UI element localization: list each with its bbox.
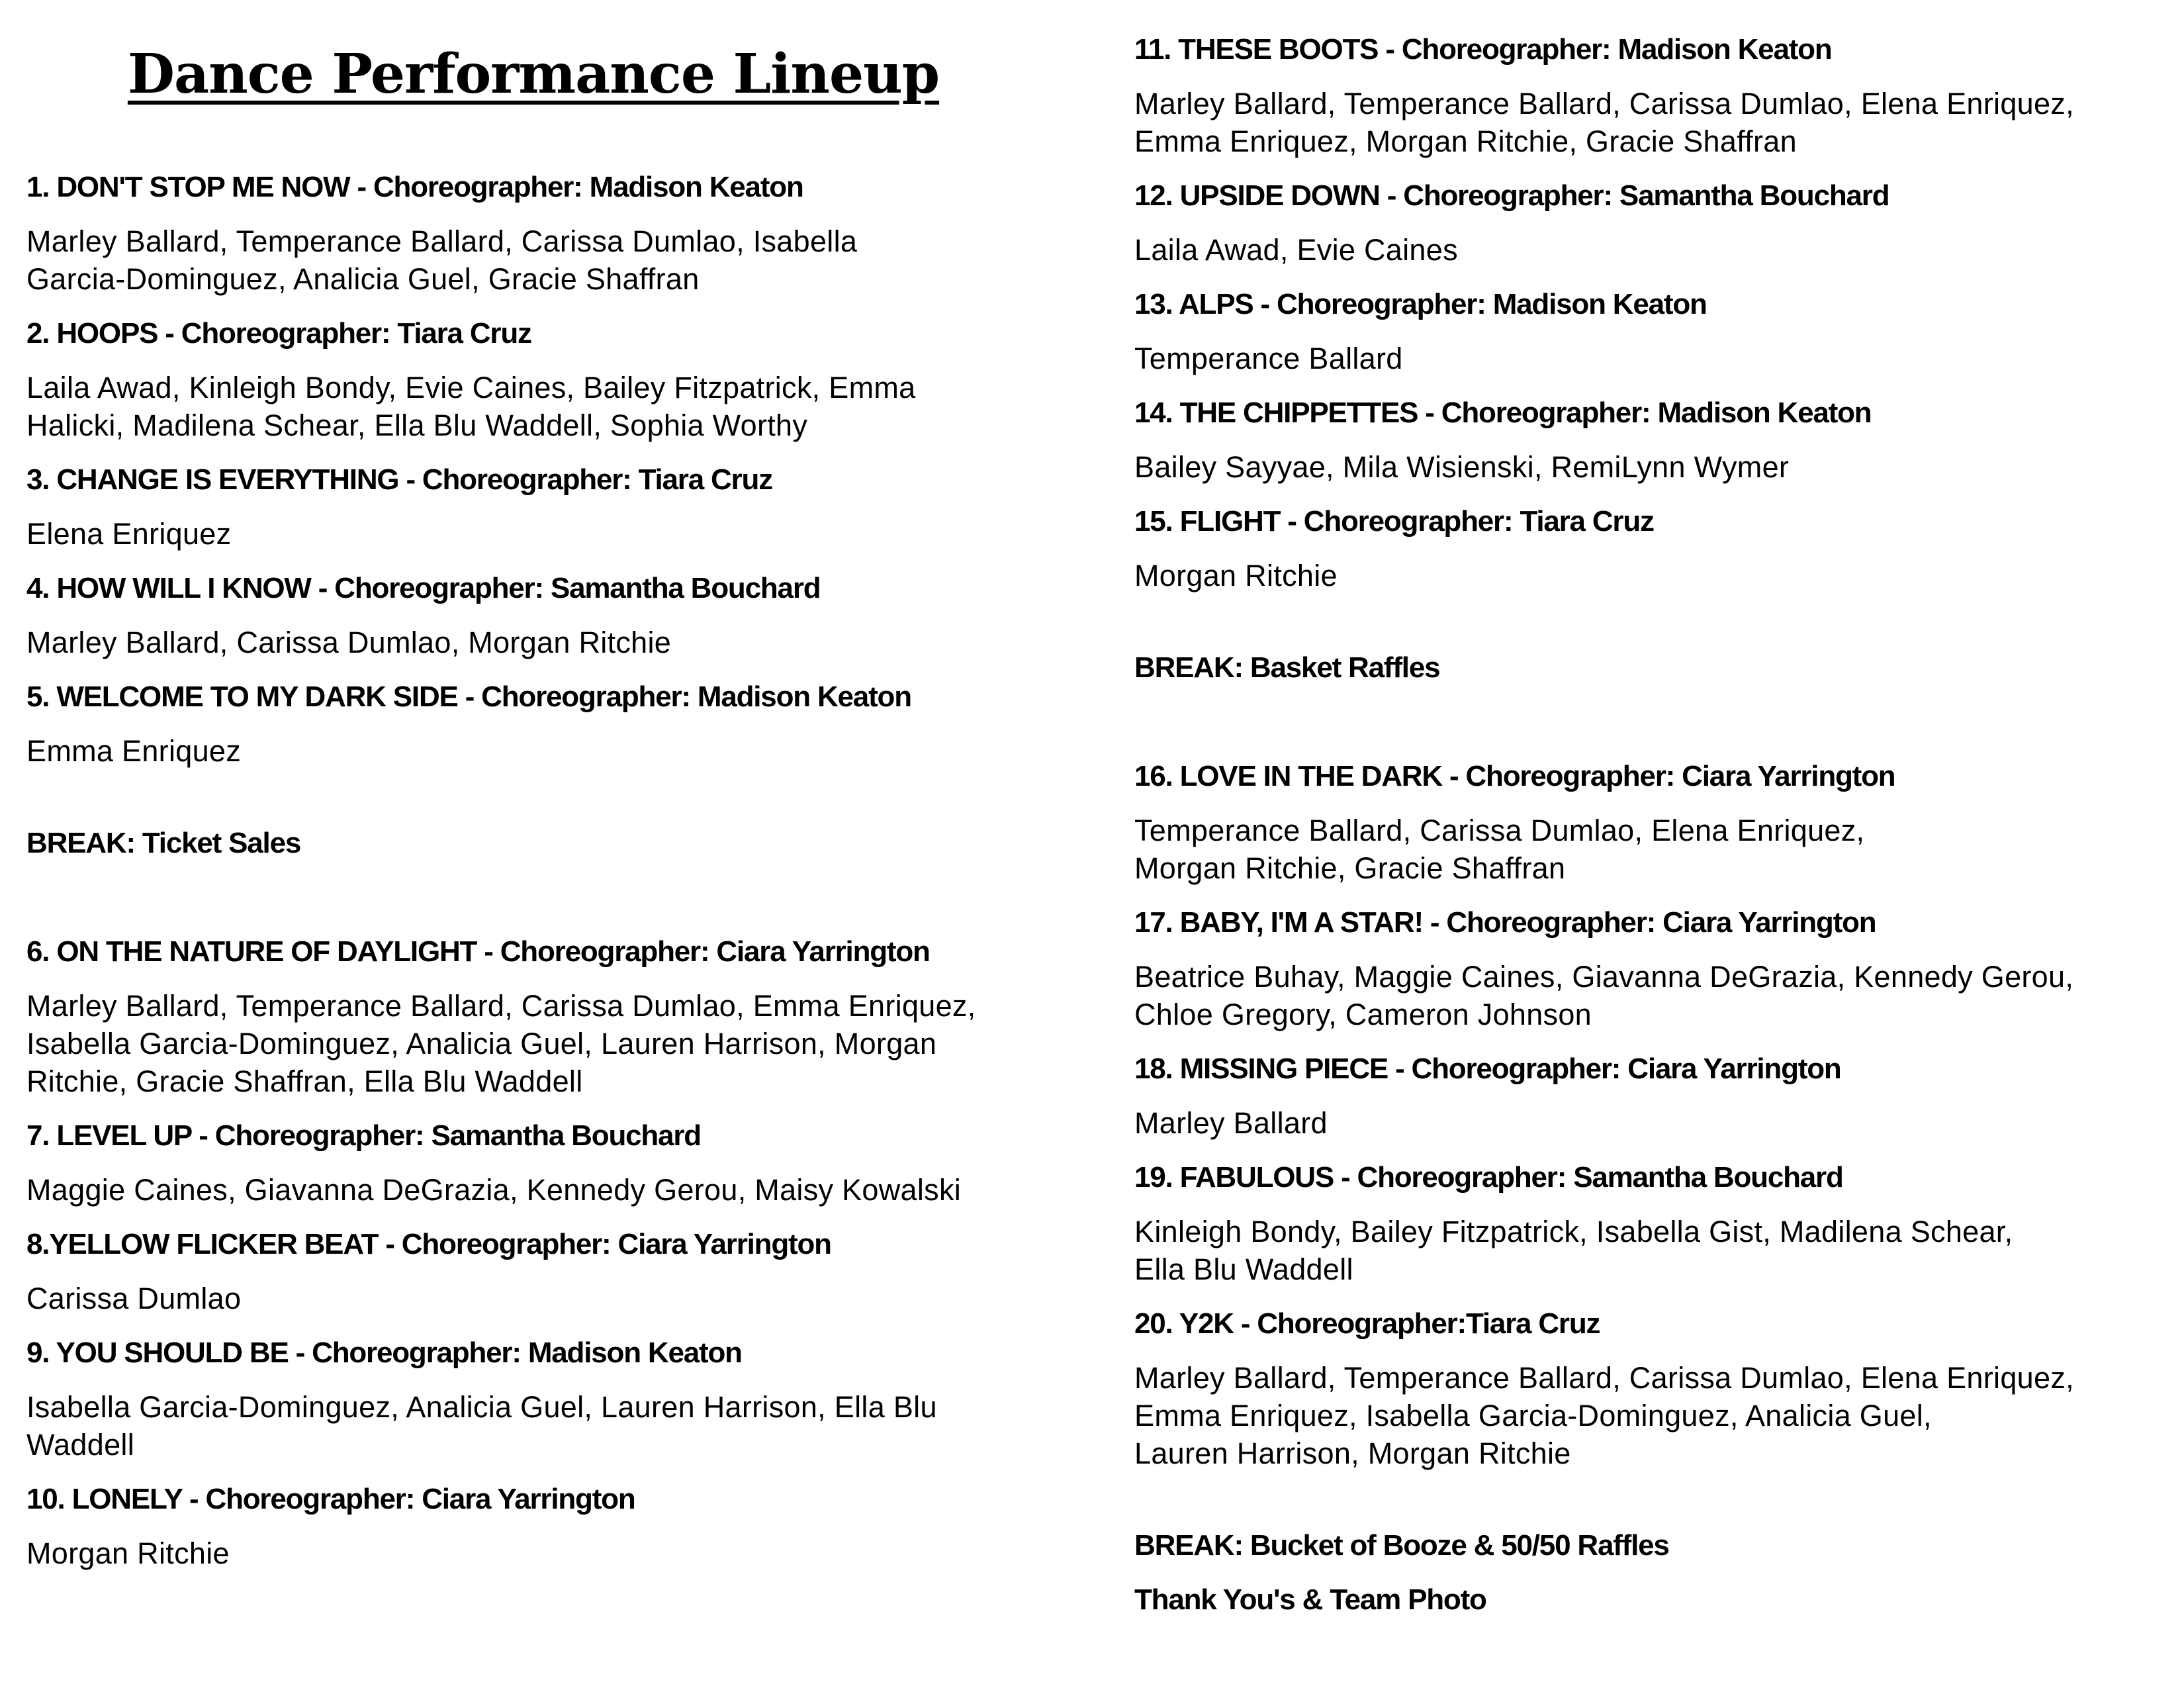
performance-entry [1134,1305,2074,1472]
performer-line: Marley Ballard, Temperance Ballard, Carissa Dumlao, Elena Enriquez, [1134,87,2074,120]
performer-line: Ritchie, Gracie Shaffran, Ella Blu Waddell [26,1064,583,1098]
performer-list [1134,1213,2074,1288]
performer-line: Lauren Harrison, Morgan Ritchie [1134,1436,1571,1470]
performance-heading: 6. ON THE NATURE OF DAYLIGHT - Choreographer: Ciara Yarrington [26,935,930,968]
performance-entry [1134,30,2074,160]
performer-line: Marley Ballard, Temperance Ballard, Carissa Dumlao, Isabella [26,224,858,258]
performance-heading: 13. ALPS - Choreographer: Madison Keaton [1134,288,1707,320]
intermission-break: BREAK: Bucket of Booze & 50/50 Raffles [1134,1529,1669,1562]
performer-line: Emma Enriquez, Isabella Garcia-Dominguez, Analicia Guel, [1134,1399,1932,1432]
performance-entry [1134,1158,2074,1288]
performer-line: Laila Awad, Kinleigh Bondy, Evie Caines, Bailey Fitzpatrick, Emma [26,371,916,404]
performer-line: Marley Ballard [1134,1106,1328,1140]
performance-entry [1134,757,2074,887]
performer-line: Emma Enriquez, Morgan Ritchie, Gracie Shaffran [1134,124,1797,158]
performer-line: Temperance Ballard [1134,342,1403,375]
performance-entry [1134,177,2074,269]
performance-entry [26,1334,976,1464]
performance-heading: 20. Y2K - Choreographer:Tiara Cruz [1134,1307,1600,1340]
performer-line: Halicki, Madilena Schear, Ella Blu Waddell, Sophia Worthy [26,408,808,442]
performer-list [26,1171,976,1209]
performance-entry [1134,285,2074,377]
performer-line: Garcia-Dominguez, Analicia Guel, Gracie Shaffran [26,262,700,296]
performer-list [1134,958,2074,1033]
performance-heading: 7. LEVEL UP - Choreographer: Samantha Bouchard [26,1119,701,1152]
performer-line: Kinleigh Bondy, Bailey Fitzpatrick, Isabella Gist, Madilena Schear, [1134,1215,2013,1248]
performance-heading: 14. THE CHIPPETTES - Choreographer: Madison Keaton [1134,397,1872,429]
performance-heading: 18. MISSING PIECE - Choreographer: Ciara Yarrington [1134,1053,1841,1085]
lineup-column-left [26,168,976,1589]
performance-entry [26,933,976,1100]
performer-list [26,1534,976,1572]
performer-line: Waddell [26,1428,135,1462]
performance-heading: 5. WELCOME TO MY DARK SIDE - Choreographer: Madison Keaton [26,680,911,713]
performer-line: Marley Ballard, Carissa Dumlao, Morgan Ritchie [26,626,672,659]
performer-line: Maggie Caines, Giavanna DeGrazia, Kennedy Gerou, Maisy Kowalski [26,1173,962,1207]
performer-line: Isabella Garcia-Dominguez, Analicia Guel, Lauren Harrison, Morgan [26,1027,937,1060]
performer-line: Emma Enriquez [26,734,242,768]
performance-heading: 15. FLIGHT - Choreographer: Tiara Cruz [1134,505,1654,538]
performer-list [1134,85,2074,160]
performer-list [26,222,976,298]
performer-list [1134,231,2074,269]
performance-entry [1134,502,2074,594]
performer-list [26,515,976,553]
performance-entry [26,1480,976,1572]
performance-heading: 19. FABULOUS - Choreographer: Samantha Bouchard [1134,1161,1843,1194]
performer-list [26,987,976,1100]
performer-list [1134,1104,2074,1142]
performance-heading: 10. LONELY - Choreographer: Ciara Yarrington [26,1483,635,1515]
performance-heading: 2. HOOPS - Choreographer: Tiara Cruz [26,317,531,350]
performer-line: Laila Awad, Evie Caines [1134,233,1458,267]
performer-line: Morgan Ritchie, Gracie Shaffran [1134,851,1566,885]
performer-line: Elena Enriquez [26,517,232,551]
performer-list [1134,448,2074,486]
performance-heading: 16. LOVE IN THE DARK - Choreographer: Ciara Yarrington [1134,760,1895,792]
performer-line: Carissa Dumlao [26,1282,242,1315]
performer-line: Chloe Gregory, Cameron Johnson [1134,998,1592,1031]
performer-line: Ella Blu Waddell [1134,1252,1353,1286]
lineup-column-right [1134,30,2074,1618]
performance-entry [1134,904,2074,1033]
performance-entry [26,1117,976,1209]
performance-heading: 1. DON'T STOP ME NOW - Choreographer: Madison Keaton [26,171,803,203]
performer-line: Morgan Ritchie [1134,559,1338,592]
performance-heading: 12. UPSIDE DOWN - Choreographer: Samantha Bouchard [1134,179,1889,212]
closing-note: Thank You's & Team Photo [1134,1583,1486,1616]
performance-heading: 8.YELLOW FLICKER BEAT - Choreographer: Ciara Yarrington [26,1228,831,1260]
performance-entry [26,168,976,298]
performance-entry [26,678,976,770]
performance-entry [26,314,976,444]
performance-heading: 4. HOW WILL I KNOW - Choreographer: Samantha Bouchard [26,572,821,604]
performance-heading: 3. CHANGE IS EVERYTHING - Choreographer: Tiara Cruz [26,463,772,496]
performer-line: Marley Ballard, Temperance Ballard, Carissa Dumlao, Emma Enriquez, [26,989,976,1023]
performer-list [1134,340,2074,377]
performance-heading: 11. THESE BOOTS - Choreographer: Madison Keaton [1134,33,1832,66]
performer-line: Isabella Garcia-Dominguez, Analicia Guel, Lauren Harrison, Ella Blu [26,1390,937,1424]
performer-line: Beatrice Buhay, Maggie Caines, Giavanna DeGrazia, Kennedy Gerou, [1134,960,2074,994]
performance-heading: 9. YOU SHOULD BE - Choreographer: Madison Keaton [26,1336,742,1369]
performance-entry [26,569,976,661]
performance-entry [1134,1050,2074,1142]
performer-list [26,1280,976,1317]
intermission-break: BREAK: Basket Raffles [1134,651,1440,684]
performer-line: Bailey Sayyae, Mila Wisienski, RemiLynn Wymer [1134,450,1790,484]
performer-line: Morgan Ritchie [26,1536,230,1570]
performer-list [26,624,976,661]
performance-heading: 17. BABY, I'M A STAR! - Choreographer: Ciara Yarrington [1134,906,1876,939]
performance-entry [26,461,976,553]
performer-line: Marley Ballard, Temperance Ballard, Carissa Dumlao, Elena Enriquez, [1134,1361,2074,1395]
performer-list [1134,1359,2074,1472]
performance-entry [26,1225,976,1317]
page-title: Dance Performance Lineup [127,42,940,106]
performance-entry [1134,394,2074,486]
performer-line: Temperance Ballard, Carissa Dumlao, Elena Enriquez, [1134,814,1865,847]
intermission-break: BREAK: Ticket Sales [26,827,301,859]
performer-list [26,732,976,770]
performer-list [26,369,976,444]
performer-list [26,1388,976,1464]
performer-list [1134,812,2074,887]
performer-list [1134,557,2074,594]
